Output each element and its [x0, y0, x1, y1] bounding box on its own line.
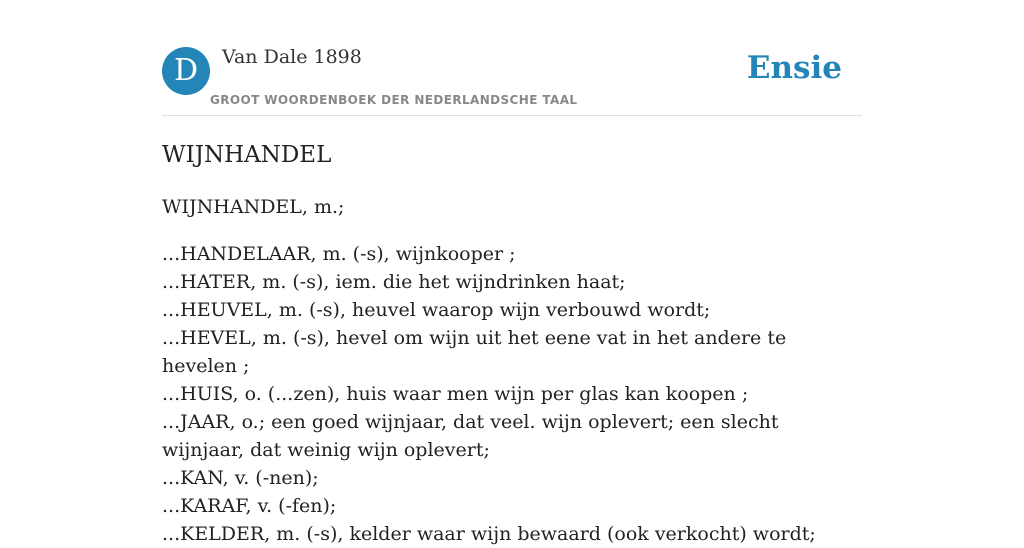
definition-line: ...HANDELAAR, m. (-s), wijnkooper ; — [162, 243, 516, 265]
header — [162, 0, 862, 116]
entry-lead: WIJNHANDEL, m.; — [162, 196, 345, 218]
entry-headword: WIJNHANDEL — [162, 142, 332, 168]
dictionary-subtitle: GROOT WOORDENBOEK DER NEDERLANDSCHE TAAL — [210, 93, 578, 107]
definition-line: ...KAN, v. (-nen); — [162, 467, 319, 489]
dictionary-title[interactable]: Van Dale 1898 — [222, 46, 362, 68]
entry-definitions — [162, 240, 862, 548]
definition-line: ...KARAF, v. (-fen); — [162, 495, 337, 517]
definition-line: ...JAAR, o.; een goed wijnjaar, dat veel. wijn oplevert; een slecht wijnjaar, dat weinig wijn oplevert; — [162, 411, 779, 461]
definition-line: ...HUIS, o. (...zen), huis waar men wijn per glas kan koopen ; — [162, 383, 749, 405]
dictionary-logo[interactable]: D — [162, 47, 210, 95]
definition-line: ...HATER, m. (-s), iem. die het wijndrinken haat; — [162, 271, 626, 293]
definition-line: ...HEUVEL, m. (-s), heuvel waarop wijn verbouwd wordt; — [162, 299, 711, 321]
page — [162, 0, 862, 548]
definition-line: ...HEVEL, m. (-s), hevel om wijn uit het eene vat in het andere te hevelen ; — [162, 327, 787, 377]
ensie-logo[interactable]: Ensie — [746, 50, 842, 86]
definition-line: ...KELDER, m. (-s), kelder waar wijn bewaard (ook verkocht) wordt; — [162, 523, 816, 545]
